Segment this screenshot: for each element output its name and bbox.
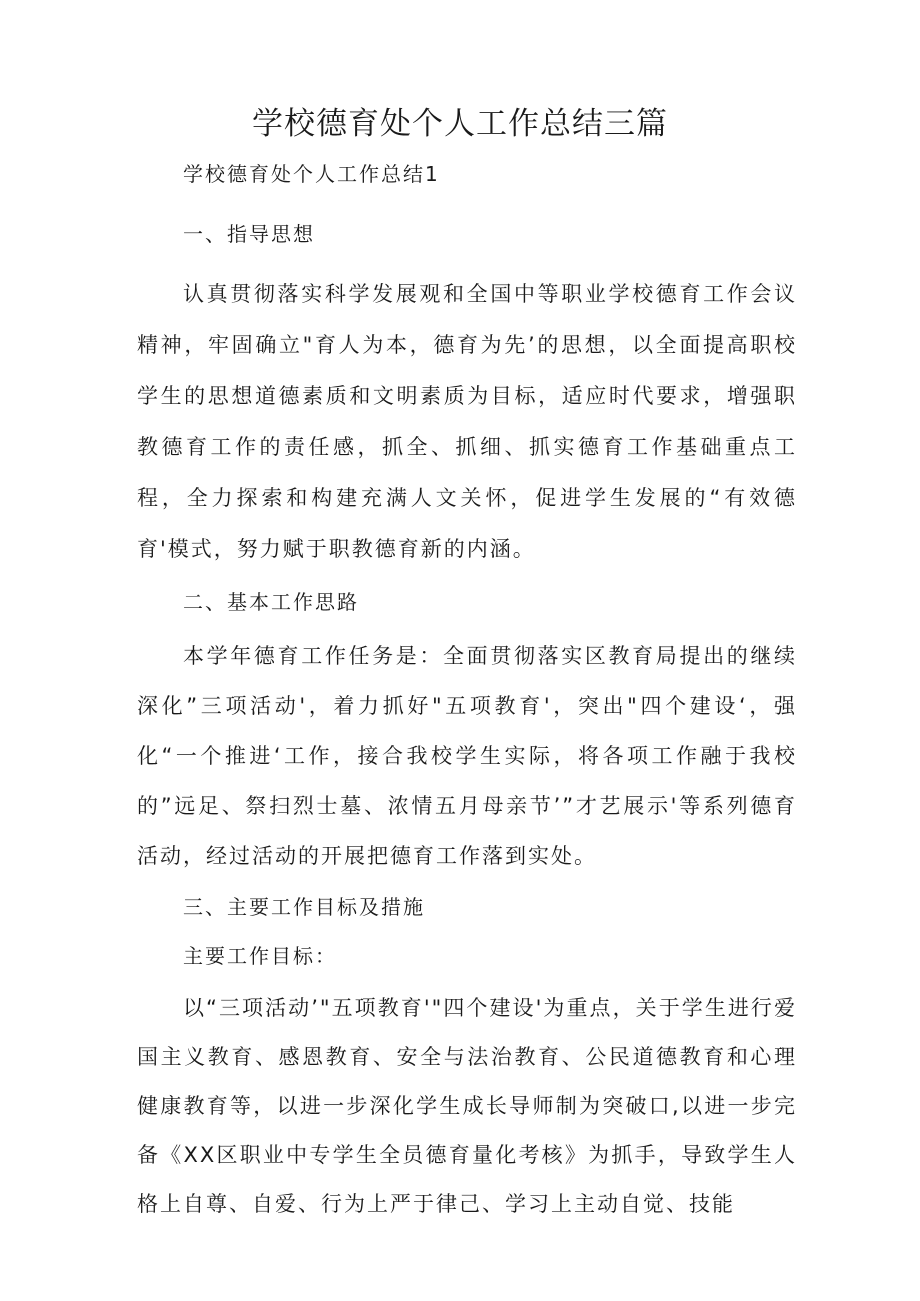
paragraph-main-goals: 以“三项活动’"五项教育'"四个建设'为重点，关于学生进行爱国主义教育、感恩教育、安全与法治教育、公民道德教育和心理健康教育等，以进一步深化学生成长导师制为突破口,以进一步完备《XX区职业中专学生全员德育量化考核》为抓手，导致学生人格上自尊、自爱、行为上严于律己、学习上主动自觉、技能 [137, 996, 797, 1216]
subheading-main-goals: 主要工作目标： [183, 944, 337, 968]
document-title: 学校德育处个人工作总结三篇 [252, 106, 668, 142]
paragraph-guiding-thought: 认真贯彻落实科学发展观和全国中等职业学校德育工作会议精神，牢固确立"育人为本，德育为先’的思想，以全面提高职校学生的思想道德素质和文明素质为目标，适应时代要求，增强职教德育工作的责任感，抓全、抓细、抓实德育工作基础重点工程，全力探索和构建充满人文关怀，促进学生发展的“有效德育'模式，努力赋于职教德育新的内涵。 [137, 282, 797, 561]
document-subtitle: 学校德育处个人工作总结1 [183, 162, 440, 186]
document-body [137, 150, 797, 1229]
section-heading-goals-measures: 三、主要工作目标及措施 [183, 895, 425, 919]
paragraph-work-approach: 本学年德育工作任务是：全面贯彻落实区教育局提出的继续深化”三项活动'，着力抓好"五项教育'，突出"四个建设‘，强化“一个推进‘工作，接合我校学生实际，将各项工作融于我校的”远足、祭扫烈士墓、浓情五月母亲节’”才艺展示'等系列德育活动，经过活动的开展把德育工作落到实处。 [137, 644, 797, 868]
section-heading-work-approach: 二、基本工作思路 [183, 590, 359, 614]
section-heading-guiding-thought: 一、指导思想 [183, 222, 315, 246]
